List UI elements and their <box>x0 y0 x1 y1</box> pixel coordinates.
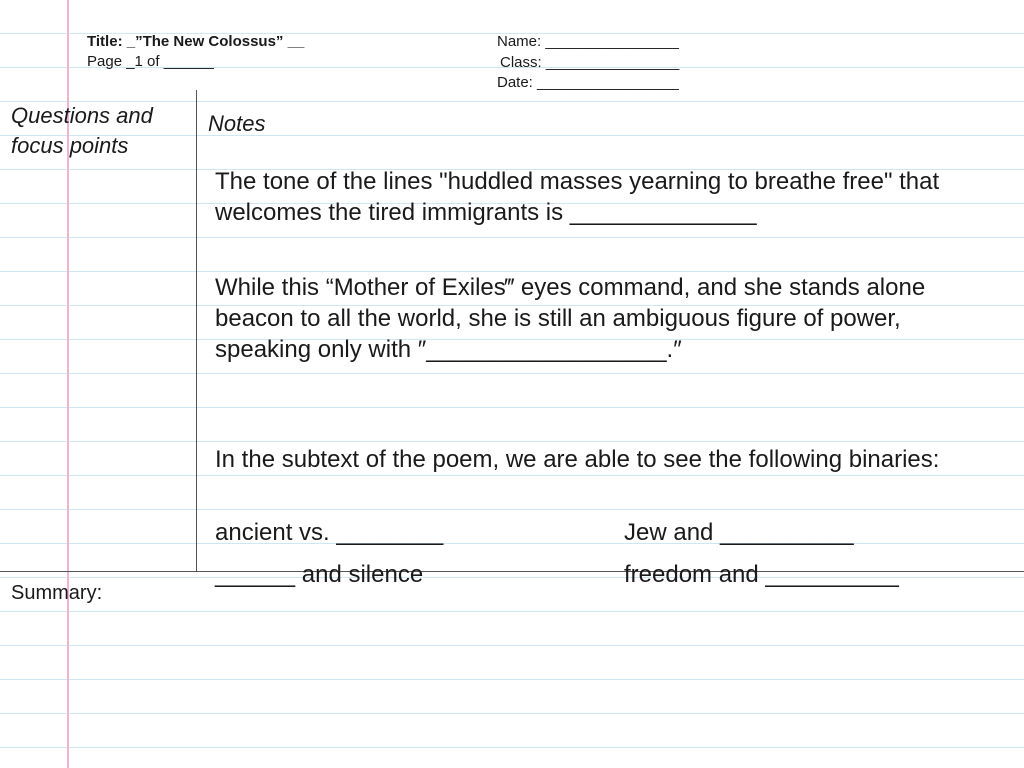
header-class-field: Class: ________________ <box>500 54 680 71</box>
cue-column-heading: Questions and focus points <box>11 103 153 158</box>
binary-item: freedom and __________ <box>624 561 899 588</box>
summary-label: Summary: <box>11 582 103 604</box>
notes-heading: Notes <box>208 111 266 136</box>
notes-paragraph-mother-of-exiles: While this “Mother of Exiles‴ eyes command, and she stands alone beacon to all the world, she is still an ambiguous figure of power, speaking only with ″__________________.″ <box>215 274 926 363</box>
header-date-field: Date: _________________ <box>497 74 679 91</box>
header-name-field: Name: ________________ <box>497 33 679 50</box>
binary-item: ______ and silence <box>215 561 424 588</box>
header-page: Page _1 of ______ <box>87 53 214 70</box>
notes-paragraph-binaries-intro: In the subtext of the poem, we are able to see the following binaries: <box>215 446 940 473</box>
column-divider <box>196 90 197 572</box>
binary-item: Jew and __________ <box>624 519 854 546</box>
header-title: Title: _”The New Colossus” __ <box>87 33 305 50</box>
binary-item: ancient vs. ________ <box>215 519 444 546</box>
notes-paragraph-tone: The tone of the lines "huddled masses yearning to breathe free" that welcomes the tired immigrants is ______________ <box>215 168 940 226</box>
